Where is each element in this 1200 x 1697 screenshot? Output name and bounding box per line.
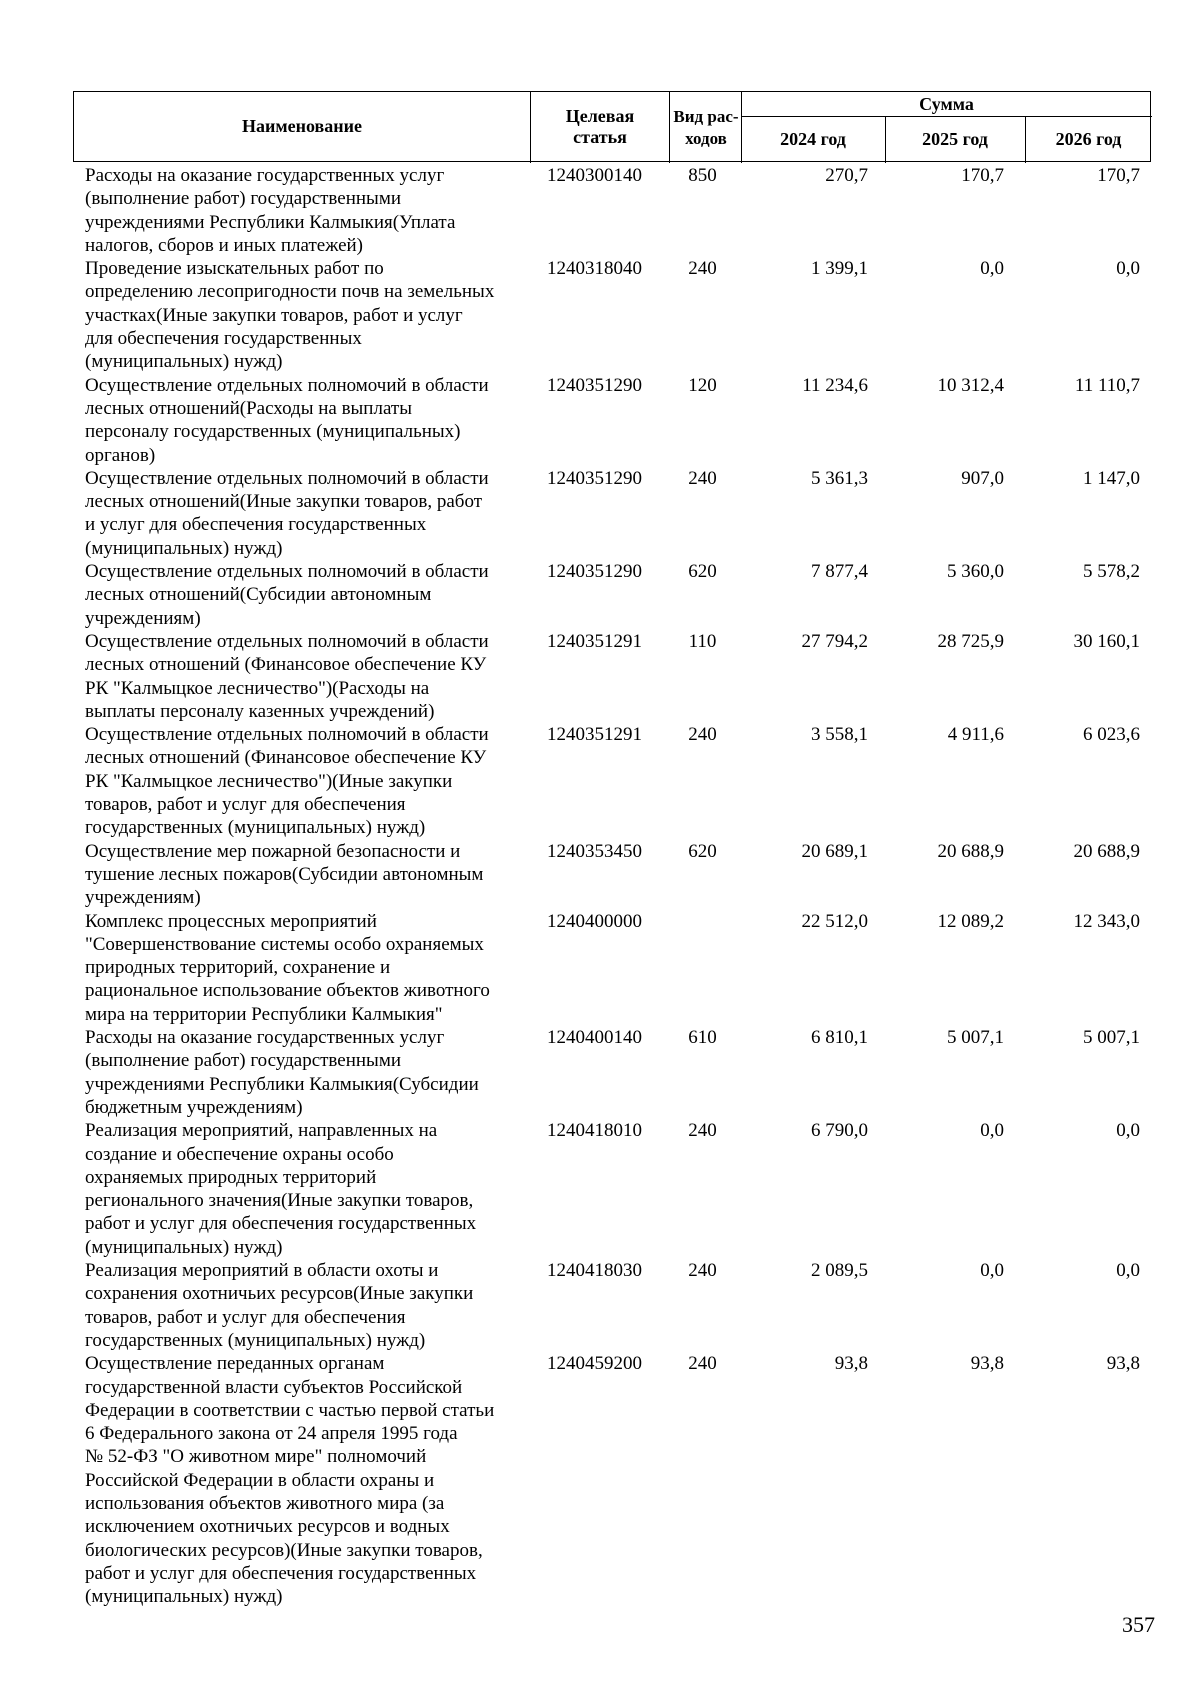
row-name: Осуществление отдельных полномочий в области лесных отношений(Иные закупки товаров, работ и услуг для обеспечения государственных (муниципальных) нужд) [85, 467, 489, 559]
row-target-code: 1240351290 [547, 561, 642, 583]
row-amount-2026: 20 688,9 [1073, 840, 1140, 862]
row-amount-2024: 270,7 [825, 165, 868, 186]
row-amount-2024: 6 790,0 [811, 1120, 868, 1142]
table-row [0, 630, 1200, 723]
row-amount-2026: 0,0 [1116, 258, 1140, 280]
row-amount-2026: 11 110,7 [1074, 374, 1140, 396]
row-target-code: 1240300140 [547, 165, 642, 186]
table-row [0, 560, 1200, 630]
row-expense-kind: 110 [688, 630, 717, 652]
row-name: Расходы на оказание государственных услуг (выполнение работ) государственными учреждениями Республики Калмыкия(Субсидии бюджетным учреждениям) [85, 1027, 479, 1118]
row-target-code: 1240318040 [547, 258, 642, 280]
row-amount-2026: 5 007,1 [1083, 1027, 1140, 1049]
table-row [0, 1259, 1200, 1352]
row-amount-2025: 0,0 [980, 1120, 1004, 1142]
table-row [0, 164, 1200, 257]
row-amount-2025: 0,0 [980, 258, 1004, 280]
table-row [0, 1026, 1200, 1119]
row-amount-2025: 5 360,0 [947, 561, 1004, 583]
row-amount-2024: 3 558,1 [811, 724, 868, 746]
header-name: Наименование [242, 116, 362, 136]
row-amount-2024: 5 361,3 [811, 467, 868, 489]
row-expense-kind: 240 [688, 258, 717, 280]
row-amount-2025: 907,0 [961, 467, 1004, 489]
row-expense-kind: 610 [688, 1027, 717, 1049]
row-name: Реализация мероприятий в области охоты и сохранения охотничьих ресурсов(Иные закупки товаров, работ и услуг для обеспечения государственных (муниципальных) нужд) [85, 1260, 474, 1351]
row-name: Реализация мероприятий, направленных на создание и обеспечение охраны особо охраняемых природных территорий регионального значения(Иные закупки товаров, работ и услуг для обеспечения государственных (муниципальных) нужд) [85, 1120, 477, 1258]
row-expense-kind: 620 [688, 561, 717, 583]
row-expense-kind: 120 [688, 374, 717, 396]
row-amount-2026: 0,0 [1116, 1120, 1140, 1142]
table-row [0, 840, 1200, 910]
row-target-code: 1240351291 [547, 630, 642, 652]
row-name: Комплекс процессных мероприятий "Совершенствование системы особо охраняемых природных территорий, сохранение и рациональное использование объектов животного мира на территории Республики Калмыкия" [85, 910, 490, 1025]
row-amount-2025: 4 911,6 [947, 724, 1004, 746]
row-amount-2025: 12 089,2 [937, 910, 1004, 932]
row-name: Осуществление переданных органам государственной власти субъектов Российской Федерации в соответствии с частью первой статьи 6 Федерального закона от 24 апреля 1995 года № 52-ФЗ "О животном мире" полномочий Российской Федерации в области охраны и использования объектов животного мира (за исключением охотничьих ресурсов и водных биологических ресурсов)(Иные закупки товаров, работ и услуг для обеспечения государственных (муниципальных) нужд) [85, 1353, 495, 1608]
row-amount-2026: 170,7 [1097, 165, 1140, 186]
row-name: Расходы на оказание государственных услуг (выполнение работ) государственными учреждениями Республики Калмыкия(Уплата налогов, сборов и иных платежей) [85, 165, 456, 256]
page-number: 357 [1122, 1612, 1155, 1637]
row-amount-2024: 22 512,0 [801, 910, 868, 932]
row-amount-2026: 93,8 [1106, 1353, 1140, 1375]
row-amount-2024: 20 689,1 [801, 840, 868, 862]
table-row [0, 1352, 1200, 1608]
row-amount-2025: 170,7 [961, 165, 1004, 186]
row-amount-2024: 2 089,5 [811, 1260, 868, 1282]
row-name: Осуществление отдельных полномочий в области лесных отношений (Финансовое обеспечение КУ РК "Калмыцкое лесничество")(Иные закупки товаров, работ и услуг для обеспечения государственных (муниципальных) нужд) [85, 724, 489, 839]
table-row [0, 910, 1200, 1027]
row-target-code: 1240418030 [547, 1260, 642, 1282]
table-row [0, 374, 1200, 467]
row-name: Проведение изыскательных работ по определению лесопригодности почв на земельных участках(Иные закупки товаров, работ и услуг для обеспечения государственных (муниципальных) нужд) [85, 258, 495, 373]
row-name: Осуществление отдельных полномочий в области лесных отношений(Расходы на выплаты персоналу государственных (муниципальных) органов) [85, 374, 489, 466]
row-target-code: 1240351290 [547, 467, 642, 489]
header-2026: 2026 год [1055, 128, 1122, 149]
header-kind: Вид рас-ходов [673, 107, 739, 148]
header-2025: 2025 год [922, 128, 988, 149]
row-expense-kind: 240 [688, 467, 717, 489]
table-row [0, 723, 1200, 840]
row-amount-2024: 7 877,4 [811, 561, 868, 583]
row-expense-kind: 240 [688, 1260, 717, 1282]
table-header [73, 91, 1151, 162]
row-amount-2024: 11 234,6 [802, 374, 868, 396]
row-amount-2025: 0,0 [980, 1260, 1004, 1282]
row-amount-2024: 6 810,1 [811, 1027, 868, 1049]
row-amount-2025: 10 312,4 [937, 374, 1004, 396]
table-body [0, 164, 1200, 1609]
row-target-code: 1240459200 [547, 1353, 642, 1375]
table-row [0, 1119, 1200, 1259]
row-amount-2026: 30 160,1 [1073, 630, 1140, 652]
row-amount-2024: 27 794,2 [801, 630, 868, 652]
row-amount-2025: 5 007,1 [947, 1027, 1004, 1049]
row-amount-2024: 93,8 [834, 1353, 868, 1375]
header-target: Целевая статья [565, 106, 635, 147]
header-divider [530, 92, 531, 163]
row-name: Осуществление отдельных полномочий в области лесных отношений (Финансовое обеспечение КУ РК "Калмыцкое лесничество")(Расходы на выплаты персоналу казенных учреждений) [85, 630, 489, 722]
row-amount-2026: 5 578,2 [1083, 561, 1140, 583]
row-amount-2024: 1 399,1 [811, 258, 868, 280]
table-row [0, 467, 1200, 560]
header-sum: Сумма [919, 93, 974, 114]
row-amount-2025: 28 725,9 [937, 630, 1004, 652]
row-expense-kind: 620 [688, 840, 717, 862]
row-expense-kind: 240 [688, 724, 717, 746]
row-amount-2026: 6 023,6 [1083, 724, 1140, 746]
row-amount-2026: 0,0 [1116, 1260, 1140, 1282]
row-name: Осуществление мер пожарной безопасности и тушение лесных пожаров(Субсидии автономным учреждениям) [85, 840, 484, 909]
row-target-code: 1240418010 [547, 1120, 642, 1142]
row-target-code: 1240351290 [547, 374, 642, 396]
row-amount-2025: 93,8 [970, 1353, 1004, 1375]
row-target-code: 1240353450 [547, 840, 642, 862]
row-target-code: 1240400140 [547, 1027, 642, 1049]
row-amount-2025: 20 688,9 [937, 840, 1004, 862]
header-2024: 2024 год [780, 128, 846, 149]
row-target-code: 1240400000 [547, 910, 642, 932]
row-amount-2026: 1 147,0 [1083, 467, 1140, 489]
row-target-code: 1240351291 [547, 724, 642, 746]
row-expense-kind: 240 [688, 1120, 717, 1142]
header-divider [669, 92, 670, 163]
row-expense-kind: 850 [688, 165, 717, 186]
row-name: Осуществление отдельных полномочий в области лесных отношений(Субсидии автономным учреждениям) [85, 561, 489, 629]
row-expense-kind: 240 [688, 1353, 717, 1375]
row-amount-2026: 12 343,0 [1073, 910, 1140, 932]
table-row [0, 257, 1200, 374]
